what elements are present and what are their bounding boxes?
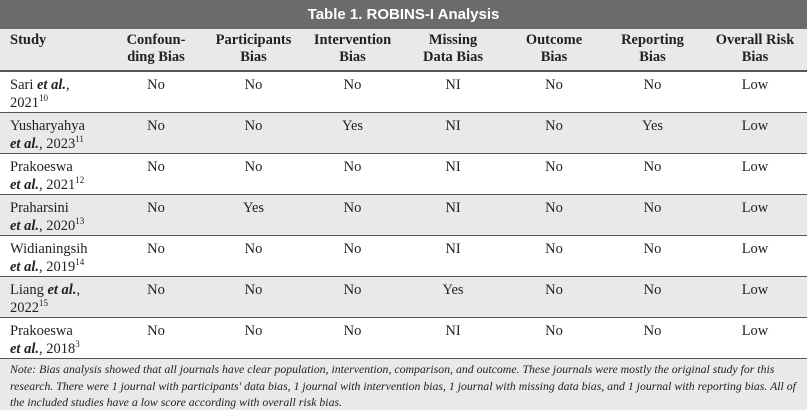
study-cell bbox=[0, 236, 110, 277]
study-et-al: et al. bbox=[10, 259, 39, 275]
table-title: Table 1. ROBINS-I Analysis bbox=[0, 0, 807, 29]
header-line: Bias bbox=[540, 49, 568, 65]
header-line: Overall Risk bbox=[715, 32, 795, 48]
study-year: 2022 bbox=[10, 300, 39, 316]
outcome-bias-cell: No bbox=[506, 318, 602, 359]
header-intervention-bias bbox=[305, 29, 400, 71]
intervention-bias-cell: No bbox=[305, 154, 400, 195]
reporting-bias-cell: No bbox=[602, 318, 703, 359]
table-note: Note: Bias analysis showed that all journals have clear population, intervention, comparison, and outcome. These journals were mostly the original study for this research. There were 1 journal with participants' data bias, 1 journal with intervention bias, 1 journal with missing data bias, and 1 journal with reporting bias. All of the included studies have a low score according with overall risk bias. bbox=[0, 359, 807, 410]
study-author: Widianingsih bbox=[10, 241, 88, 257]
study-year: , bbox=[76, 282, 81, 298]
reference-number: 14 bbox=[75, 257, 85, 268]
missing-data-bias-cell: NI bbox=[400, 71, 506, 113]
overall-risk-bias-cell: Low bbox=[703, 113, 807, 154]
confounding-bias-cell: No bbox=[110, 236, 202, 277]
header-line: Bias bbox=[639, 49, 666, 65]
overall-risk-bias-cell: Low bbox=[703, 236, 807, 277]
header-outcome-bias bbox=[506, 29, 602, 71]
study-author: Sari bbox=[10, 77, 37, 93]
intervention-bias-cell: No bbox=[305, 195, 400, 236]
study-year: , 2021 bbox=[39, 177, 76, 193]
participants-bias-cell: No bbox=[202, 154, 305, 195]
study-et-al: et al. bbox=[47, 282, 77, 298]
study-cell bbox=[0, 71, 110, 113]
participants-bias-cell: No bbox=[202, 277, 305, 318]
outcome-bias-cell: No bbox=[506, 154, 602, 195]
header-line: Outcome bbox=[525, 32, 583, 48]
outcome-bias-cell: No bbox=[506, 236, 602, 277]
participants-bias-cell: No bbox=[202, 113, 305, 154]
reporting-bias-cell: Yes bbox=[602, 113, 703, 154]
study-cell bbox=[0, 277, 110, 318]
table-row bbox=[0, 154, 807, 195]
study-et-al: et al. bbox=[10, 341, 39, 357]
intervention-bias-cell: Yes bbox=[305, 113, 400, 154]
outcome-bias-cell: No bbox=[506, 71, 602, 113]
confounding-bias-cell: No bbox=[110, 195, 202, 236]
participants-bias-cell: No bbox=[202, 236, 305, 277]
header-line: Bias bbox=[240, 49, 267, 65]
study-et-al: et al. bbox=[36, 77, 66, 93]
header-line: ding Bias bbox=[127, 49, 185, 65]
missing-data-bias-cell: NI bbox=[400, 236, 506, 277]
study-year: , 2023 bbox=[39, 136, 76, 152]
study-year: 2021 bbox=[10, 95, 39, 111]
reference-number: 12 bbox=[75, 175, 85, 186]
missing-data-bias-cell: Yes bbox=[400, 277, 506, 318]
reporting-bias-cell: No bbox=[602, 154, 703, 195]
study-cell bbox=[0, 195, 110, 236]
study-year: , 2018 bbox=[39, 341, 76, 357]
header-line: Study bbox=[10, 32, 47, 48]
overall-risk-bias-cell: Low bbox=[703, 154, 807, 195]
missing-data-bias-cell: NI bbox=[400, 154, 506, 195]
study-cell bbox=[0, 154, 110, 195]
confounding-bias-cell: No bbox=[110, 154, 202, 195]
header-line: Data Bias bbox=[422, 49, 484, 65]
header-line: Missing bbox=[428, 32, 478, 48]
header-row bbox=[0, 29, 807, 71]
participants-bias-cell: Yes bbox=[202, 195, 305, 236]
study-year: , 2020 bbox=[39, 218, 76, 234]
study-cell bbox=[0, 318, 110, 359]
reporting-bias-cell: No bbox=[602, 71, 703, 113]
header-missing-data-bias bbox=[400, 29, 506, 71]
study-et-al: et al. bbox=[10, 136, 39, 152]
header-line: Confoun- bbox=[126, 32, 186, 48]
table-row bbox=[0, 113, 807, 154]
header-participants-bias bbox=[202, 29, 305, 71]
reference-number: 10 bbox=[39, 93, 48, 104]
missing-data-bias-cell: NI bbox=[400, 318, 506, 359]
missing-data-bias-cell: NI bbox=[400, 113, 506, 154]
header-reporting-bias bbox=[602, 29, 703, 71]
study-author: Liang bbox=[10, 282, 48, 298]
header-line: Intervention bbox=[313, 32, 392, 48]
header-study bbox=[0, 29, 110, 71]
header-overall-risk-bias bbox=[703, 29, 807, 71]
confounding-bias-cell: No bbox=[110, 277, 202, 318]
intervention-bias-cell: No bbox=[305, 236, 400, 277]
intervention-bias-cell: No bbox=[305, 71, 400, 113]
reporting-bias-cell: No bbox=[602, 277, 703, 318]
intervention-bias-cell: No bbox=[305, 318, 400, 359]
table-row bbox=[0, 71, 807, 113]
participants-bias-cell: No bbox=[202, 71, 305, 113]
table-row bbox=[0, 236, 807, 277]
header-confounding-bias bbox=[110, 29, 202, 71]
header-line: Reporting bbox=[621, 32, 684, 48]
reference-number: 15 bbox=[39, 298, 48, 309]
table-body bbox=[0, 71, 807, 359]
study-cell bbox=[0, 113, 110, 154]
table-row bbox=[0, 195, 807, 236]
missing-data-bias-cell: NI bbox=[400, 195, 506, 236]
header-line: Bias bbox=[339, 49, 366, 65]
study-author: Prakoeswa bbox=[10, 159, 73, 175]
table-row bbox=[0, 277, 807, 318]
outcome-bias-cell: No bbox=[506, 277, 602, 318]
reference-number: 11 bbox=[75, 134, 84, 145]
robins-i-table bbox=[0, 29, 807, 359]
overall-risk-bias-cell: Low bbox=[703, 318, 807, 359]
overall-risk-bias-cell: Low bbox=[703, 277, 807, 318]
study-year: , 2019 bbox=[39, 259, 76, 275]
study-year: , bbox=[65, 77, 70, 93]
reporting-bias-cell: No bbox=[602, 236, 703, 277]
reporting-bias-cell: No bbox=[602, 195, 703, 236]
intervention-bias-cell: No bbox=[305, 277, 400, 318]
outcome-bias-cell: No bbox=[506, 195, 602, 236]
confounding-bias-cell: No bbox=[110, 71, 202, 113]
overall-risk-bias-cell: Low bbox=[703, 195, 807, 236]
reference-number: 13 bbox=[75, 216, 85, 227]
header-line: Participants bbox=[215, 32, 292, 48]
study-author: Praharsini bbox=[10, 200, 69, 216]
header-line: Bias bbox=[741, 49, 769, 65]
outcome-bias-cell: No bbox=[506, 113, 602, 154]
confounding-bias-cell: No bbox=[110, 113, 202, 154]
table-row bbox=[0, 318, 807, 359]
study-author: Prakoeswa bbox=[10, 323, 73, 339]
participants-bias-cell: No bbox=[202, 318, 305, 359]
study-author: Yusharyahya bbox=[10, 118, 85, 134]
study-et-al: et al. bbox=[10, 177, 39, 193]
overall-risk-bias-cell: Low bbox=[703, 71, 807, 113]
confounding-bias-cell: No bbox=[110, 318, 202, 359]
study-et-al: et al. bbox=[10, 218, 39, 234]
reference-number: 3 bbox=[75, 339, 80, 350]
